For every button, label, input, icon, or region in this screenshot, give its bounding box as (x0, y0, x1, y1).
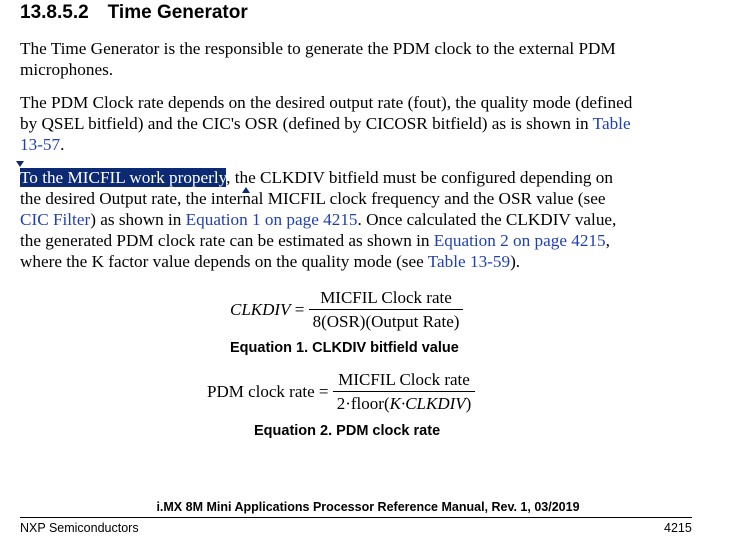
text-line: The PDM Clock rate depends on the desired output rate (fout), the quality mode (defined (20, 93, 633, 112)
table-13-57-link-cont[interactable]: 13-57 (20, 135, 61, 154)
eq2-den-b: K·CLKDIV (389, 394, 466, 413)
eq2-numerator: MICFIL Clock rate (333, 370, 476, 392)
eq1-lhs: CLKDIV (230, 300, 291, 319)
text-span: by QSEL bitfield) and the CIC's OSR (defined by CICOSR bitfield) as is shown in (20, 114, 593, 133)
text-line: the desired Output rate, the internal MICFIL clock frequency and the OSR value (see (20, 189, 606, 208)
text-line: The Time Generator is the responsible to generate the PDM clock to the external PDM (20, 39, 616, 58)
text-line (20, 251, 720, 272)
equation-2 (207, 370, 475, 414)
selection-start-handle-icon[interactable] (16, 161, 24, 167)
eq2-fraction (333, 370, 476, 414)
text-line (20, 209, 720, 230)
eq2-den-a: 2·floor( (336, 394, 390, 413)
text-line (20, 230, 720, 251)
section-number: 13.8.5.2 (20, 2, 89, 23)
eq1-numerator: MICFIL Clock rate (309, 288, 464, 310)
section-heading (20, 2, 248, 24)
paragraph-1 (20, 38, 720, 80)
text-span: . (60, 135, 65, 154)
eq2-equals: = (318, 382, 329, 401)
eq2-lhs: PDM clock rate (207, 382, 315, 401)
text-line (20, 113, 720, 134)
text-span: where the K factor value depends on the quality mode (see (20, 252, 428, 271)
text-span: the generated PDM clock rate can be estimated as shown in (20, 231, 434, 250)
eq1-fraction (309, 288, 464, 332)
manual-title: i.MX 8M Mini Applications Processor Reference Manual, Rev. 1, 03/2019 (156, 500, 580, 514)
equation-2-link[interactable]: Equation 2 on page 4215 (433, 231, 606, 250)
text-span: ). (510, 252, 521, 271)
eq1-equals: = (294, 300, 305, 319)
text-span: . Once calculated the CLKDIV value, (357, 210, 617, 229)
paragraph-2 (20, 92, 720, 155)
equation-1 (230, 288, 463, 332)
cic-filter-link[interactable]: CIC Filter (20, 210, 91, 229)
eq1-denominator: 8(OSR)(Output Rate) (312, 312, 460, 331)
selected-text[interactable]: To the MICFIL work properly (20, 168, 227, 187)
section-title: Time Generator (107, 2, 248, 23)
paragraph-3 (20, 167, 720, 272)
text-line: microphones. (20, 60, 114, 79)
eq2-den-c: ) (465, 394, 472, 413)
equation-1-link[interactable]: Equation 1 on page 4215 (185, 210, 358, 229)
selection-end-handle-icon[interactable] (242, 187, 250, 193)
text-line (20, 167, 720, 188)
table-13-59-link[interactable]: Table 13-59 (427, 252, 511, 271)
footer-divider (20, 517, 692, 518)
eq2-denominator (333, 392, 476, 414)
equation-2-caption: Equation 2. PDM clock rate (254, 423, 441, 439)
text-span: ) as shown in (90, 210, 186, 229)
text-span: , the CLKDIV bitfield must be configured depending on (226, 168, 613, 187)
page-number: 4215 (664, 521, 692, 535)
text-line (20, 134, 720, 155)
equation-1-caption: Equation 1. CLKDIV bitfield value (230, 340, 459, 356)
company-name: NXP Semiconductors (20, 521, 139, 535)
table-13-57-link[interactable]: Table (592, 114, 631, 133)
text-span: , (605, 231, 610, 250)
